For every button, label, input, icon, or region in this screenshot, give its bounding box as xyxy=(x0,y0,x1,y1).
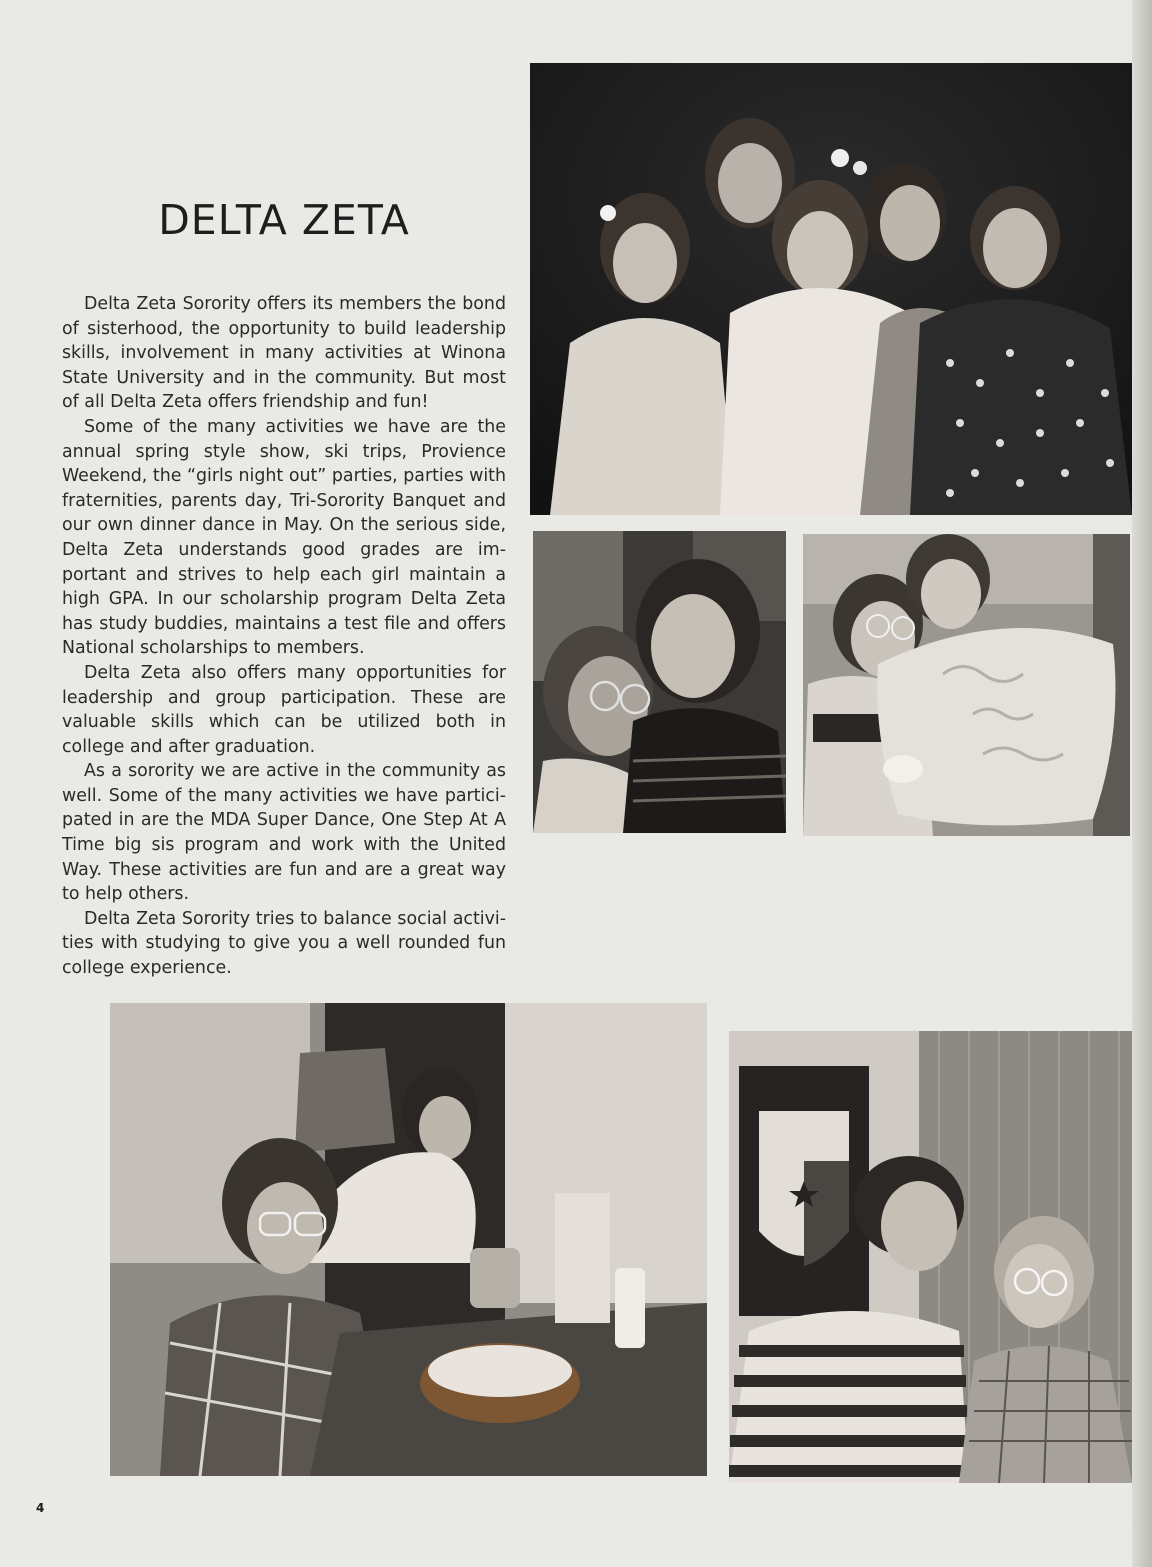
pillow-photo xyxy=(803,534,1130,836)
kitchen-photo xyxy=(110,1003,707,1476)
page-edge xyxy=(1132,0,1152,1567)
article-paragraph: Delta Zeta Sorority tries to balance social activities with studying to give you a well rounded fun college experience. xyxy=(62,908,506,979)
crest-wall-photo-icon xyxy=(729,1031,1132,1483)
article-paragraph: Delta Zeta also offers many opportunities for leadership and group participation. These are valuable skills which can be utilized both in college and after graduation. xyxy=(62,662,506,757)
article-paragraph: As a sorority we are active in the community as well. Some of the many activities we have participated in are the MDA Super Dance, One Step At A Time big sis program and work with the United Way. These activities are fun and are a great way to help others. xyxy=(62,761,506,905)
article-body xyxy=(62,292,506,981)
page-title: DELTA ZETA xyxy=(158,196,410,244)
kitchen-table-photo-icon xyxy=(110,1003,707,1476)
hug-photo xyxy=(533,531,786,833)
crest-photo xyxy=(729,1031,1132,1483)
group-of-women-photo-icon xyxy=(530,63,1132,515)
article-paragraph: Delta Zeta Sorority offers its members the bond of sisterhood, the opportunity to build leadership skills, involvement in many activities at Winona State University and in the community. But most of all Delta Zeta offers friendship and fun! xyxy=(62,294,506,413)
friends-with-pillow-photo-icon xyxy=(803,534,1130,836)
group-photo xyxy=(530,63,1132,515)
two-friends-hugging-photo-icon xyxy=(533,531,786,833)
article-paragraph: Some of the many activities we have are the annual spring style show, ski trips, Provience Weekend, the “girls night out” parties, parties with fraternities, parents day, Tri-Sorority Banquet and our own dinner dance in May. On the serious side, Delta Zeta understands good grades are important and strives to help each girl maintain a high GPA. In our scholarship program Delta Zeta has study buddies, maintains a test file and offers National scholarships to members. xyxy=(62,416,506,659)
page-number: 4 xyxy=(36,1501,45,1515)
